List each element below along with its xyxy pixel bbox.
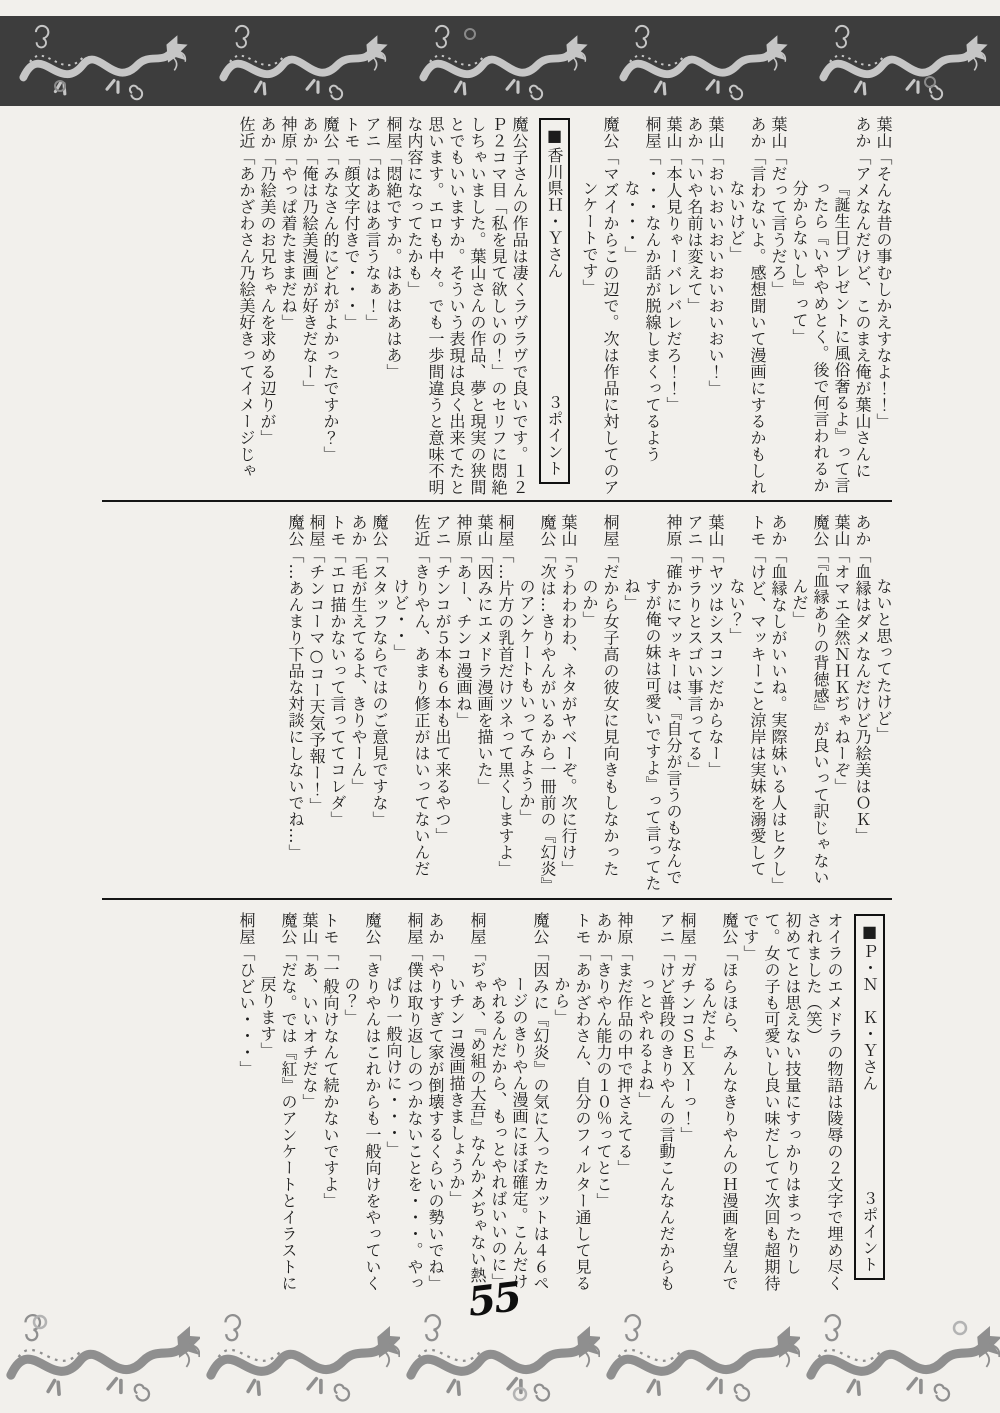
dialogue-line: 葉山「うわわわわ、ネタがヤベーぞ。次に行け」 bbox=[559, 514, 578, 877]
sender-name: Ｐ・Ｎ Ｋ・Ｙさん bbox=[860, 943, 879, 1092]
dialogue-line: トモ「エロ描かないって言っててコレダ」 bbox=[328, 514, 347, 828]
dialogue-section-2 bbox=[100, 508, 894, 892]
fan-letter-points: ３ポイント bbox=[860, 1189, 879, 1272]
dialogue-line: 桐屋「チンコーマ○コー天気予報ー！」 bbox=[307, 514, 326, 814]
dialogue-line: トモ「顔文字付きで・・・」 bbox=[342, 116, 361, 331]
dialogue-line: あか「いや名前は変えて」 bbox=[685, 116, 704, 314]
dialogue-line: 桐屋「…片方の乳首だけツネって黒くしますよ」 bbox=[496, 514, 515, 877]
fan-letter-header-pn bbox=[854, 914, 885, 1280]
dialogue-line: 魔公「『血縁ありの背徳感』が良いって訳じゃないんだ」 bbox=[790, 514, 830, 886]
dialogue-line: アニ「はあはあ言うなぁ！」 bbox=[363, 116, 382, 331]
dialogue-line: 佐近「あかざわさん乃絵美好きってイメージじゃ bbox=[237, 116, 256, 479]
dialogue-continuation: ないと思ってたけど」 bbox=[874, 578, 893, 743]
dragon-icon-row bbox=[11, 1315, 1000, 1400]
dialogue-line: あか「アメなんだけど、このまえ俺が葉山さんに『誕生日プレゼントに風俗奢るよ』って言ったら『いややめとく。後で何言われるか分からないし』って」 bbox=[790, 116, 872, 494]
dialogue-line: あか「血縁はダメなんだけど乃絵美はＯＫ」 bbox=[853, 514, 872, 844]
dialogue-line: トモ「あかざわさん、自分のフィルター通して見るから」 bbox=[552, 912, 592, 1292]
dialogue-line: 神原「やっぱ着たままだね」 bbox=[279, 116, 298, 331]
dialogue-line: トモ「けど、マッキーこと涼岸は実妹を溺愛してない？」 bbox=[727, 514, 767, 877]
sender-name: 香川県Ｈ・Ｙさん bbox=[545, 147, 564, 279]
dialogue-line: 葉山「ヤツはシスコンだからなー」 bbox=[706, 514, 725, 778]
section-divider bbox=[102, 898, 892, 900]
dialogue-line: アニ「けど普段のきりやんの言動こんなんだからもっとやれるよね」 bbox=[636, 912, 676, 1292]
dialogue-line: 葉山「本人見りゃーバレバレだろ！！」 bbox=[664, 116, 683, 413]
dialogue-line: 魔公「…あんまり下品な対談にしないでね…」 bbox=[286, 514, 305, 861]
dialogue-line: 桐屋「ぢゃあ、『め組の大吾』なんかメぢゃない熱いチンコ漫画描きましょうか」 bbox=[447, 912, 487, 1284]
dialogue-line: 葉山「あ、いいオチだな」 bbox=[300, 912, 319, 1110]
page-number: 55 bbox=[465, 1273, 523, 1326]
dialogue-line: 桐屋「だから女子高の彼女に見向きもしなかったのか」 bbox=[580, 514, 620, 877]
dialogue-line: アニ「サラりとスゴい事言ってる」 bbox=[685, 514, 704, 778]
fan-letter-sender bbox=[544, 126, 565, 279]
dialogue-line: 魔公「みなさん的にどれがよかったですか？」 bbox=[321, 116, 340, 463]
dialogue-line: 桐屋「悶絶ですか。はあはあはあ」 bbox=[384, 116, 403, 380]
dialogue-line: あか「乃絵美のお兄ちゃんを求める辺りが」 bbox=[258, 116, 277, 446]
dialogue-line: 葉山「オマエ全然ＮＨＫぢゃねーぞ」 bbox=[832, 514, 851, 795]
fan-letter-points: ３ポイント bbox=[545, 393, 564, 476]
dialogue-line: トモ「一般向けなんて続かないですよ」 bbox=[321, 912, 340, 1209]
dialogue-line: 魔公「因みに『幻炎』の気に入ったカットは４６ページのきりやん漫画にほぼ確定。こんだけやれるんだから、もっとやればいいのに」 bbox=[489, 912, 550, 1292]
dialogue-line: 佐近「きりやん、あまり修正がはいってないんだけど・・」 bbox=[391, 514, 431, 877]
dialogue-line: 葉山「そんな昔の事むしかえすなよ！！」 bbox=[874, 116, 893, 430]
dialogue-line: 葉山「おいおいおいおいおいおい！」 bbox=[706, 116, 725, 397]
dialogue-line: 魔公「スタッフならではのご意見ですな」 bbox=[370, 514, 389, 828]
dialogue-line: 神原「確かにマッキーは、『自分が言うのもなんですが俺の妹は可愛いですよ』って言ってたね」 bbox=[622, 514, 683, 892]
dialogue-line: あか「やりすぎて家が倒壊するくらいの勢いでね」 bbox=[426, 912, 445, 1292]
dialogue-line: アニ「チンコが５本も６本も出て来るやつ」 bbox=[433, 514, 452, 844]
dialogue-line: 魔公「だな。では『紅』のアンケートとイラストに戻ります」 bbox=[258, 912, 298, 1292]
dialogue-line: あか「毛が生えてるよ、きりやーん」 bbox=[349, 514, 368, 795]
section-divider bbox=[102, 500, 892, 502]
fan-letter-comment: 魔公子さんの作品は凄くラヴラヴで良いです。１２Ｐ２コマ目「私を見て欲しいの！」のセリフに悶絶しちゃいました。葉山さんの作品、夢と現実の狭間とでもいいますか。そういう表現は良く出来てたと思います。エロも中々。でも一歩間違うと意味不明な内容になってたかも」 bbox=[405, 116, 529, 496]
dialogue-line: 魔公「次は…きりやんがいるから一冊前の『幻炎』のアンケートもいってみようか」 bbox=[517, 514, 557, 886]
dialogue-line: 魔公「きりやんはこれからも一般向けをやっていくの？」 bbox=[342, 912, 382, 1292]
dialogue-line: あか「言わないよ。感想聞いて漫画にするかもしれないけど」 bbox=[727, 116, 767, 496]
dialogue-section-3 bbox=[100, 906, 894, 1296]
dialogue-line: 葉山「因みにエメドラ漫画を描いた」 bbox=[475, 514, 494, 795]
dialogue-line: 桐屋「ひどい・・・」 bbox=[237, 912, 256, 1077]
dialogue-line: あか「血縁なしがいいね。実際妹いる人はヒクし」 bbox=[769, 514, 788, 894]
dragon-border-top bbox=[0, 16, 1000, 106]
dialogue-line: 桐屋「僕は取り返しのつかないことを・・・。やっぱり一般向けに・・・」 bbox=[384, 912, 424, 1292]
dialogue-line: 葉山「だって言うだろ」 bbox=[769, 116, 788, 298]
fan-letter-comment: オイラのエメドラの物語は陵辱の２文字で埋め尽くされました（笑） bbox=[804, 912, 844, 1292]
dialogue-line: 桐屋「・・・なんか話が脱線しまくってるような・・・」 bbox=[622, 116, 662, 463]
fan-letter-sender bbox=[859, 922, 880, 1092]
fan-letter-header-kagawa bbox=[539, 118, 570, 484]
dialogue-line: 魔公「ほらほら、みんなきりやんのＨ漫画を望んでるんだよ」 bbox=[699, 912, 739, 1292]
dialogue-section-1 bbox=[100, 110, 894, 500]
dialogue-line: 神原「まだ作品の中で押さえてる」 bbox=[615, 912, 634, 1176]
dialogue-line: あか「きりやん能力の１０％ってとこ」 bbox=[594, 912, 613, 1209]
dialogue-line: あか「俺は乃絵美漫画が好きだなー」 bbox=[300, 116, 319, 397]
dialogue-line: 魔公「マズイからこの辺で。次は作品に対してのアンケートです」 bbox=[580, 116, 620, 496]
square-bullet-icon: ■ bbox=[860, 922, 879, 943]
dialogue-line: 神原「あー、チンコ漫画ね」 bbox=[454, 514, 473, 729]
square-bullet-icon: ■ bbox=[545, 126, 564, 147]
fan-letter-comment: 初めてとは思えない技量にすっかりはまったりして。女の子も可愛いし良い味だしてて次回も超期待です」 bbox=[741, 912, 802, 1292]
dialogue-line: 桐屋「ガチンコＳＥＸーっ！」 bbox=[678, 912, 697, 1143]
